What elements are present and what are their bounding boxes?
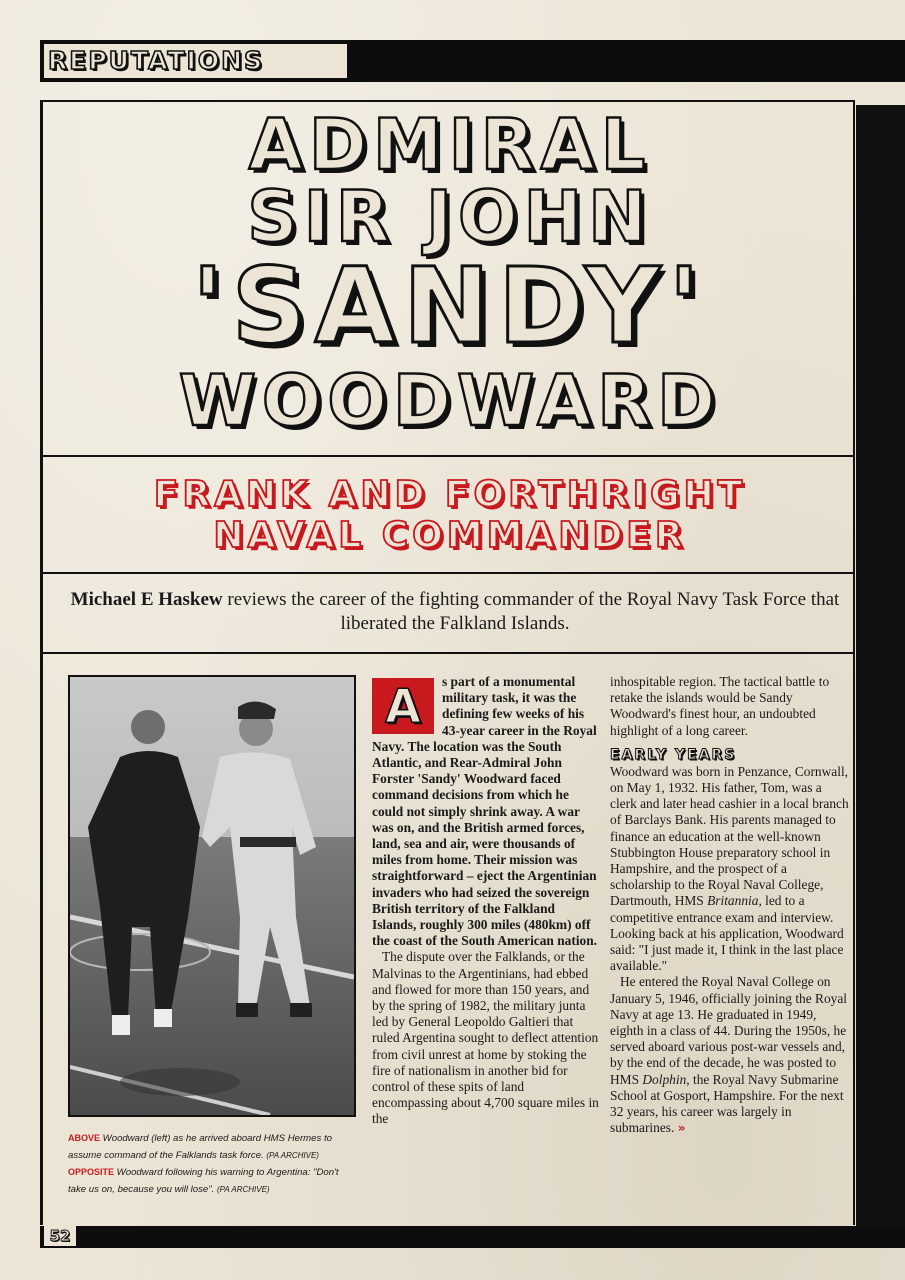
end-mark-icon: »: [677, 1121, 686, 1136]
author-name: Michael E Haskew: [70, 589, 223, 610]
headline-line-2: SIR JOHN: [247, 176, 653, 258]
headline-line-4: WOODWARD: [178, 360, 722, 442]
body-paragraph-4-a: He entered the Royal Naval College on January 5, 1946, officially joining the Royal Navy at age 13. He graduated in 1949, eighth in a class of 44. During the 1950s, he served aboard various post-war vessels and, by the end of the decade, he was posted to HMS: [610, 974, 848, 1087]
body-paragraph-3-a: Woodward was born in Penzance, Cornwall, on May 1, 1932. His father, Tom, was a clerk and later head cashier in a local branch of Barclays Bank. His parents managed to finance an education at the well-known Stubbington House preparatory school in Hampshire, and the prospect of a scholarship to the Royal Naval College, Dartmouth, HMS: [610, 763, 849, 909]
caption-opposite-credit: (PA ARCHIVE): [217, 1184, 270, 1194]
body-paragraph-3: [610, 764, 850, 975]
body-paragraph-2: The dispute over the Falklands, or the Malvinas to the Argentinians, had ebbed and flowed for more than 150 years, and by the spring of 1982, the military junta led by General Leopoldo Galtieri that ruled Argentina sought to deflect attention from civil unrest at home by stoking the fire of nationalism in another bid for control of these spits of land encompassing about 4,700 square miles in the: [372, 949, 599, 1127]
ship-name-dolphin: Dolphin: [642, 1071, 687, 1087]
right-edge-band: [856, 105, 905, 1230]
crosshead-early-years: EARLY YEARS: [610, 746, 737, 763]
photo-illustration: [70, 677, 354, 1115]
caption-opposite-tag: OPPOSITE: [68, 1167, 115, 1177]
photo-woodward-arriving: [68, 675, 356, 1117]
dropcap-letter: A: [385, 679, 421, 733]
headline-line-1: ADMIRAL: [248, 104, 652, 186]
article-column-2: [610, 674, 850, 1136]
standfirst-text: reviews the career of the fighting commander of the Royal Navy Task Force that liberated the Falkland Islands.: [222, 589, 840, 634]
lead-paragraph: s part of a monumental military task, it was the defining few weeks of his 43-year career in the Royal Navy. The location was the South Atlantic, and Rear-Admiral John Forster 'Sandy' Woodward faced command decisions from which he could not simply shrink away. A war was on, and the British armed forces, land, sea and air, were thousands of miles from home. Their mission was straightforward – eject the Argentinian invaders who had seized the sovereign British territory of the Falkland Islands, roughly 300 miles (480km) off the coast of the South American nation.: [372, 674, 598, 949]
body-paragraph-4-b: , the Royal Navy Submarine School at Gosport, Hampshire. For the next 32 years, his career was largely in submarines.: [610, 1071, 844, 1136]
frame-top-rule: [40, 100, 855, 102]
footer-bar: [80, 1226, 905, 1248]
headline: [50, 104, 850, 442]
body-paragraph-2-continued: inhospitable region. The tactical battle to retake the islands would be Sandy Woodward's finest hour, an undoubted highlight of a long career.: [610, 674, 830, 738]
body-paragraph-4: [610, 974, 850, 1136]
subtitle-divider: [40, 572, 855, 574]
caption-opposite-text: Woodward following his warning to Argentina: "Don't take us on, because you will lose".: [68, 1167, 339, 1195]
page-number: 52: [44, 1226, 76, 1246]
photo-caption: [68, 1130, 358, 1198]
section-label: REPUTATIONS: [48, 46, 265, 75]
standfirst: [60, 588, 850, 636]
frame-right-rule: [853, 100, 855, 1225]
ship-name-britannia: Britannia: [707, 893, 759, 909]
subheadline-line-2: NAVAL COMMANDER: [213, 515, 687, 557]
caption-opposite: [68, 1164, 358, 1198]
caption-above-credit: (PA ARCHIVE): [266, 1150, 319, 1160]
subheadline: [50, 474, 850, 557]
subheadline-line-1: FRANK AND FORTHRIGHT: [153, 474, 747, 515]
dropcap-box: [372, 678, 434, 734]
caption-above: [68, 1130, 358, 1164]
article-column-1: [372, 674, 600, 1128]
headline-line-3: 'SANDY': [191, 245, 709, 367]
body-paragraph-3-b: , led to a competitive entrance exam and interview. Looking back at his application, Woodward said: "I just made it, I think in the last place available.": [610, 893, 844, 974]
title-divider: [40, 455, 855, 457]
caption-above-tag: ABOVE: [68, 1133, 101, 1143]
standfirst-divider: [40, 652, 855, 654]
caption-above-text: Woodward (left) as he arrived aboard HMS Hermes to assume command of the Falklands task force.: [68, 1133, 332, 1161]
